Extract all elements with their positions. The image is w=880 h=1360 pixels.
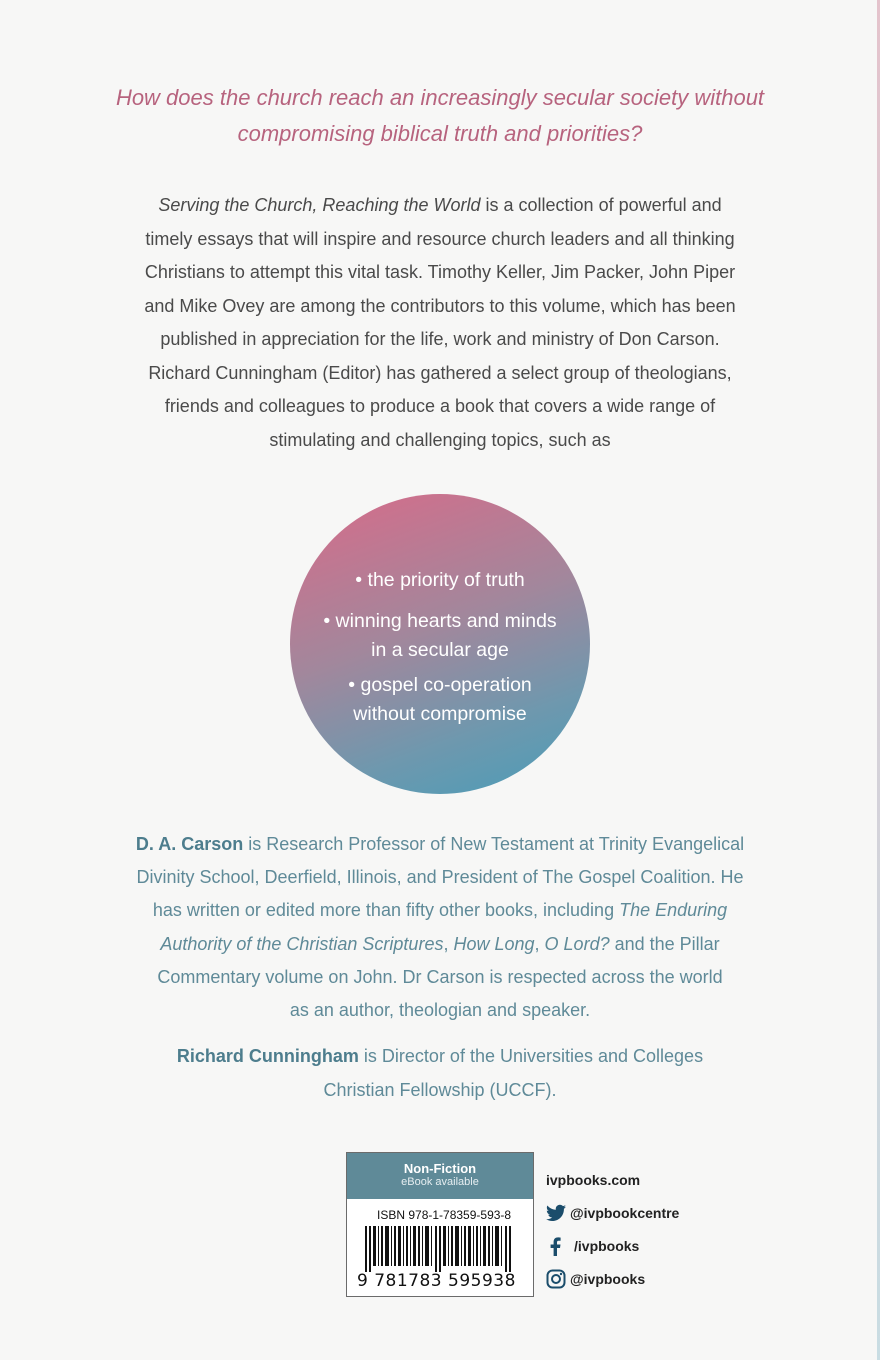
bio-text: is Director of the Universities and Colleges [358,1046,704,1066]
twitter-link[interactable] [546,1201,679,1225]
instagram-label: @ivpbooks [570,1271,646,1287]
topic-item [290,671,590,729]
blurb-line: Richard Cunningham (Editor) has gathered a select group of theologians, [148,362,732,383]
facebook-link[interactable] [546,1234,639,1258]
author-name: D. A. Carson [135,834,244,854]
blurb-line: Christians to attempt this vital task. Timothy Keller, Jim Packer, John Piper [144,262,736,282]
bio-line: Christian Fellowship (UCCF). [323,1079,557,1100]
bio-line [80,828,800,861]
twitter-label: @ivpbookcentre [570,1205,680,1221]
blurb-line: timely essays that will inspire and resource church leaders and all thinking [145,228,735,249]
carson-bio [80,828,800,1027]
bio-text: has written or edited more than fifty other books, including [152,900,620,921]
author-name: Richard Cunningham [176,1046,359,1066]
bio-text: and the Pillar [609,933,720,954]
tagline-line: How does the church reach an increasingly secular society without [115,85,765,110]
book-title: How Long [453,933,535,954]
bio-line: as an author, theologian and speaker. [289,1000,591,1021]
category-label: Non-Fiction [403,1161,477,1176]
topic-item [290,566,590,595]
topic-line: in a secular age [371,639,509,661]
blurb-line [80,189,800,223]
bio-text: , [443,933,454,954]
book-title: The Enduring [619,900,728,921]
blurb-line: stimulating and challenging topics, such as [269,429,611,450]
facebook-icon [546,1236,566,1256]
ebook-label: eBook available [401,1176,479,1188]
blurb-line: friends and colleagues to produce a book that covers a wide range of [164,396,716,416]
book-title: Authority of the Christian Scriptures [160,933,444,954]
barcode-icon [365,1226,517,1272]
bio-line: Commentary volume on John. Dr Carson is respected across the world [157,966,723,987]
topic-line: • winning hearts and minds [323,610,557,632]
barcode-box [346,1152,534,1297]
bio-text: , [534,933,545,954]
topic-item [290,607,590,665]
isbn-label: ISBN 978-1-78359-593-8 [377,1208,512,1222]
website-link[interactable] [546,1168,640,1192]
blurb-line: published in appreciation for the life, work and ministry of Don Carson. [160,329,720,349]
website-label: ivpbooks.com [546,1172,641,1188]
cunningham-bio [80,1040,800,1107]
facebook-label: /ivpbooks [574,1238,640,1254]
bio-line [80,894,800,927]
topic-line: • the priority of truth [355,569,525,591]
topic-line: • gospel co-operation [348,674,532,696]
blurb-line: and Mike Ovey are among the contributors to this volume, which has been [144,295,736,316]
tagline [90,80,790,152]
bio-line [80,1040,800,1074]
tagline-line: compromising biblical truth and priorities? [237,121,643,146]
instagram-link[interactable] [546,1267,645,1291]
topics-circle [290,494,590,794]
blurb-text: is a collection of powerful and [480,195,722,215]
bio-text: is Research Professor of New Testament at Trinity Evangelical [243,834,745,854]
bio-line [80,928,800,961]
twitter-icon [546,1204,566,1222]
topic-line: without compromise [353,703,527,725]
instagram-icon [546,1269,566,1289]
bio-line: Divinity School, Deerfield, Illinois, and President of The Gospel Coalition. He [136,867,744,888]
blurb [80,189,800,457]
book-title: O Lord? [544,933,610,954]
category-banner [347,1153,533,1199]
barcode-digits: 9 781783 595938 [357,1271,516,1291]
book-title: Serving the Church, Reaching the World [158,195,481,215]
